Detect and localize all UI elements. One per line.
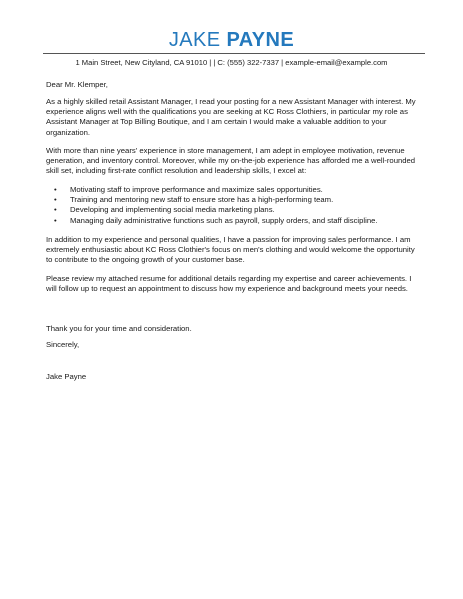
contact-line: 1 Main Street, New Cityland, CA 91010 | | C: (555) 322-7337 | example-email@example.com — [75, 58, 388, 67]
header-divider — [43, 53, 425, 54]
paragraph-2-text: With more than nine years' experience in store management, I am adept in employee motivation, revenue generation, and inventory control. Moreover, while my on-the-job experience has afforded me a well-rounded skill set, including first-rate conflict resolution and leadership skills, I excel at: — [46, 146, 416, 176]
bullet-icon: • — [54, 185, 57, 194]
list-item — [46, 216, 418, 226]
skills-list — [46, 185, 418, 226]
paragraph-experience — [46, 146, 418, 177]
paragraph-follow-up — [46, 274, 418, 294]
first-name: JAKE — [168, 29, 221, 51]
signature — [46, 372, 418, 382]
list-item-text: Motivating staff to improve performance and maximize sales opportunities. — [70, 185, 323, 194]
list-item-text: Managing daily administrative functions such as payroll, supply orders, and staff discipline. — [70, 215, 378, 225]
letterhead-name — [0, 28, 463, 52]
paragraph-4-text: Please review my attached resume for additional details regarding my expertise and career achievements. I will follow up to request an appointment to discuss how my experience and background meets your needs. — [46, 274, 412, 294]
paragraph-intro — [46, 97, 418, 138]
closing-text: Sincerely, — [46, 340, 80, 349]
thanks-line — [46, 324, 418, 334]
list-item — [46, 195, 418, 205]
list-item — [46, 205, 418, 215]
bullet-icon: • — [54, 215, 57, 225]
last-name: PAYNE — [226, 29, 295, 51]
paragraph-1-text: As a highly skilled retail Assistant Manager, I read your posting for a new Assistant Manager with interest. My experience aligns well with the qualifications you are seeking at KC Ross Clothiers, in particular my role as Assistant Manager at Top Billing Boutique, and I am certain I would make a valuable addition to your organization. — [46, 97, 416, 137]
signature-name: Jake Payne — [46, 372, 87, 381]
salutation-text: Dear Mr. Klemper, — [46, 80, 108, 89]
bullet-icon: • — [54, 205, 57, 215]
list-item — [46, 185, 418, 195]
thanks-text: Thank you for your time and consideration. — [46, 324, 192, 333]
list-item-text: Training and mentoring new staff to ensure store has a high-performing team. — [70, 195, 334, 205]
list-item-text: Developing and implementing social media marketing plans. — [70, 205, 275, 215]
salutation — [46, 80, 418, 90]
paragraph-3-text: In addition to my experience and personal qualities, I have a passion for improving sales performance. I am extremely enthusiastic about KC Ross Clothier's focus on men's clothing and would welcome the opportunity to contribute to the ongoing growth of your customer base. — [46, 235, 415, 265]
paragraph-passion — [46, 235, 418, 266]
closing — [46, 340, 418, 350]
bullet-icon: • — [54, 195, 57, 205]
